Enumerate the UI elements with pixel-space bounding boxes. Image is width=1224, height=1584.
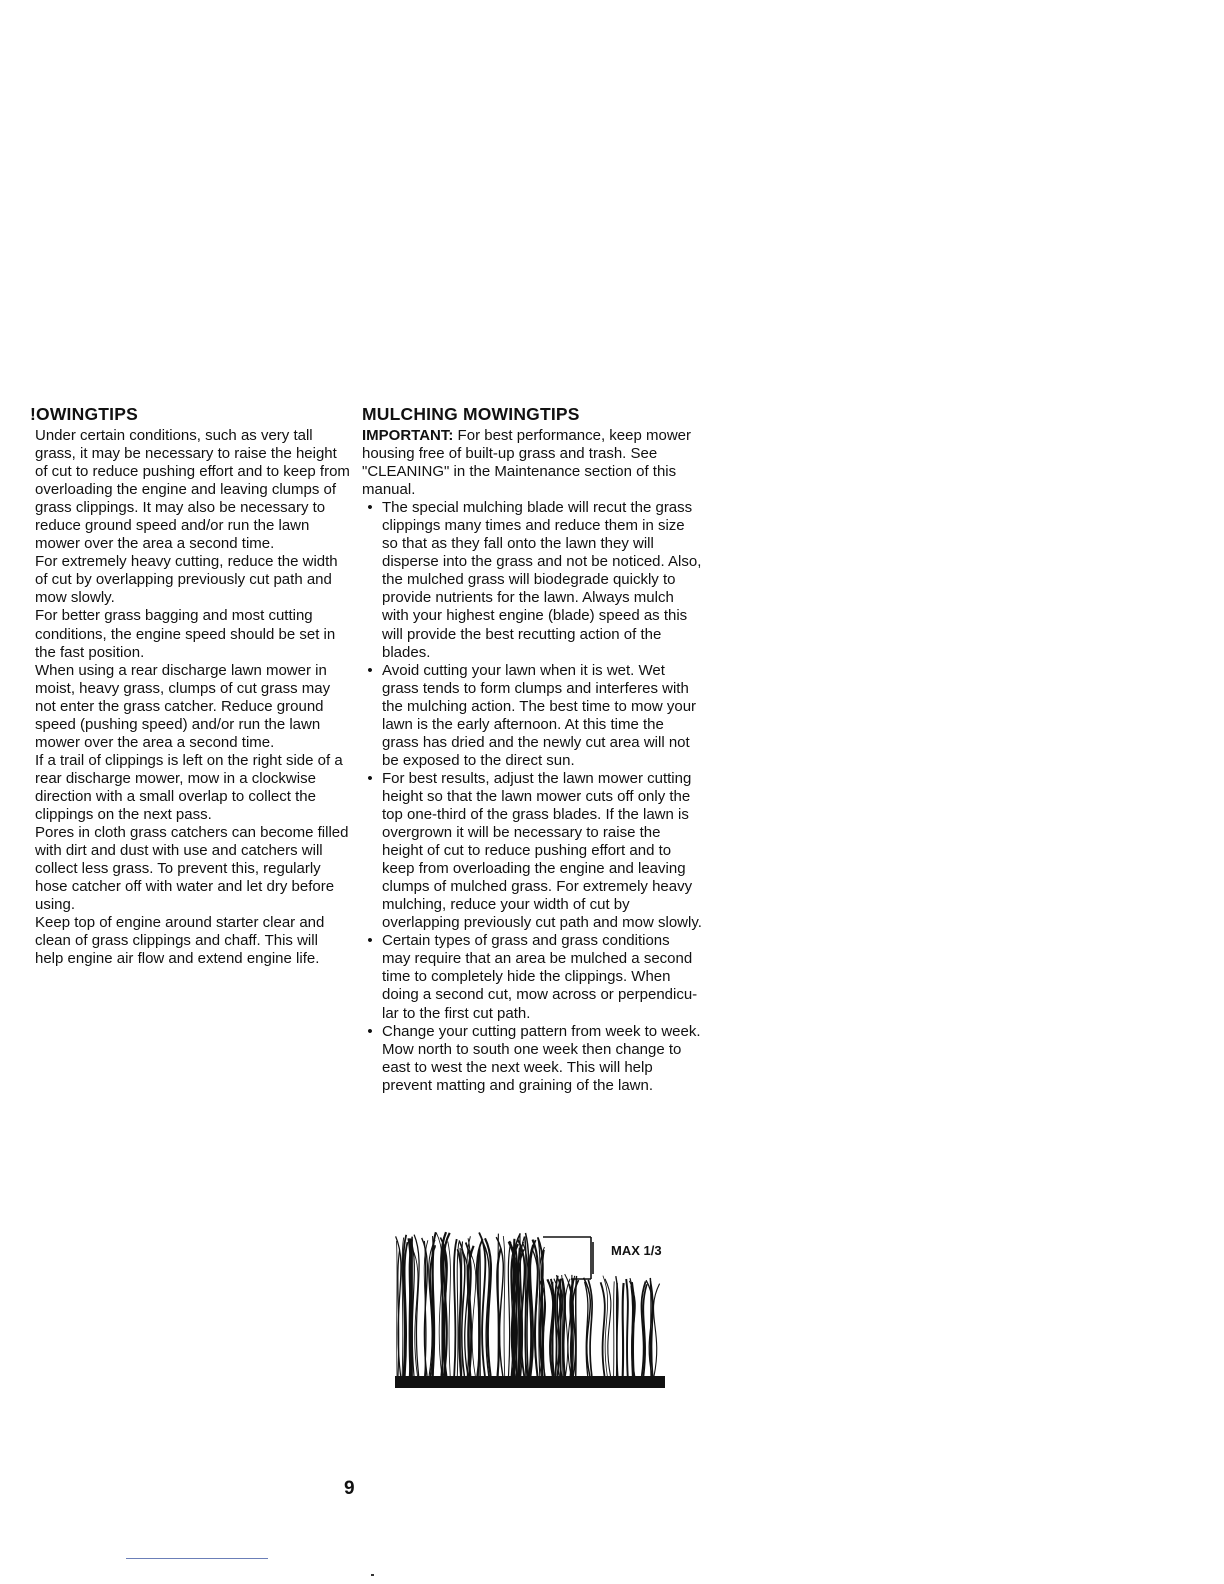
list-item-text: For best results, adjust the lawn mower cutting height so that the lawn mower cuts off only the top one-third of the grass blades. If the lawn is overgrown it will be necessary to raise the height of cut to reduce pushing effort and to keep from overloading the engine and leaving clumps of mulched grass. For extremely heavy mulching, reduce your width of cut by overlapping previously cut path and mow slowly. — [382, 769, 702, 932]
paragraph: When using a rear discharge lawn mower in moist, heavy grass, clumps of cut grass may not enter the grass catcher. Reduce ground speed (pushing speed) and/or run the lawn mower over the area a second time. — [35, 661, 331, 751]
right-column — [362, 403, 702, 1095]
page-number: 9 — [344, 1478, 355, 1499]
list-item — [362, 1023, 702, 1095]
grass-blade — [614, 1281, 615, 1376]
grass-blade — [525, 1237, 526, 1377]
footer-rule — [126, 1558, 268, 1559]
grass-blade — [454, 1239, 457, 1376]
bullet-icon: • — [367, 932, 373, 950]
grass-blade — [654, 1284, 660, 1376]
important-text: For best performance, keep mower housing free of built-up grass and trash. See "CLEANING" in the Maintenance section of this manual. — [362, 427, 691, 499]
grass-blade — [623, 1283, 624, 1376]
grass-blade — [626, 1279, 628, 1376]
bullet-icon: • — [367, 1022, 373, 1040]
grass-blade — [508, 1242, 510, 1376]
important-label: IMPORTANT: — [362, 427, 454, 444]
grass-blade — [503, 1236, 505, 1376]
important-note — [362, 427, 702, 499]
mowing-tips-heading: !OWINGTIPS — [30, 404, 138, 424]
grass-blade — [560, 1279, 561, 1376]
grass-blade — [397, 1241, 398, 1376]
grass-blade — [409, 1238, 411, 1376]
grass-blade — [442, 1246, 443, 1376]
bullet-icon: • — [367, 769, 373, 787]
list-item — [362, 662, 702, 770]
list-item — [362, 499, 702, 661]
paragraph: Under certain conditions, such as very tall grass, it may be necessary to raise the height of cut to reduce pushing effort and to keep from overloading the engine and leaving clumps of grass clippings. It may also be necessary to reduce ground speed and/or run the lawn mower over the area a second time. — [35, 427, 350, 553]
left-column — [30, 403, 350, 968]
paragraph: Keep top of engine around starter clear and clean of grass clippings and chaff. This will help engine air flow and extend engine life. — [35, 914, 325, 968]
mulching-tips-list — [362, 499, 702, 1095]
list-item — [362, 932, 702, 1022]
paragraph: For extremely heavy cutting, reduce the width of cut by overlapping previously cut path and mow slowly. — [35, 553, 338, 607]
mulching-tips-heading: MULCHING MOWINGTIPS — [362, 404, 580, 424]
list-item-text: The special mulching blade will recut the grass clippings many times and reduce them in size so that as they fall onto the lawn they will disperse into the grass and not be noticed. Also, the mulched grass will biodegrade quickly to provide nutrients for the lawn. Always mulch with your highest engine (blade) speed as this will provide the best recutting action of the blades. — [382, 499, 702, 661]
grass-cut-height-figure — [393, 1224, 683, 1390]
scan-speck — [371, 1574, 374, 1576]
paragraph: If a trail of clippings is left on the right side of a rear discharge mower, mow in a clockwise direction with a small overlap to collect the clippings on the next pass. — [35, 751, 343, 823]
list-item — [362, 770, 702, 932]
grass-blade — [405, 1242, 408, 1376]
grass-blade — [457, 1242, 459, 1376]
list-item-text: Change your cutting pattern from week to week. Mow north to south one week then change to east to west the next week. This will help prevent matting and graining of the lawn. — [382, 1022, 701, 1094]
bullet-icon: • — [367, 499, 373, 517]
paragraph: Pores in cloth grass catchers can become filled with dirt and dust with use and catchers will collect less grass. To prevent this, regularly hose catcher off with water and let dry before using. — [35, 824, 349, 914]
mulching-tips-body — [362, 427, 702, 1095]
grass-blade — [448, 1242, 451, 1377]
grass-blade — [601, 1282, 605, 1376]
mowing-tips-body — [30, 427, 350, 968]
list-item-text: Certain types of grass and grass conditions may require that an area be mulched a second time to completely hide the clippings. When doing a second cut, mow across or perpendicu-lar to the first cut path. — [382, 932, 698, 1022]
max-height-bracket — [543, 1237, 593, 1279]
bullet-icon: • — [367, 661, 373, 679]
max-one-third-label: MAX 1/3 — [611, 1243, 662, 1258]
list-item-text: Avoid cutting your lawn when it is wet. Wet grass tends to form clumps and interferes with the mulching action. The best time to mow your lawn is the early afternoon. At this time the grass has dried and the newly cut area will not be exposed to the direct sun. — [382, 661, 697, 769]
paragraph: For better grass bagging and most cutting conditions, the engine speed should be set in the fast position. — [35, 607, 336, 661]
ground-strip — [395, 1376, 665, 1388]
